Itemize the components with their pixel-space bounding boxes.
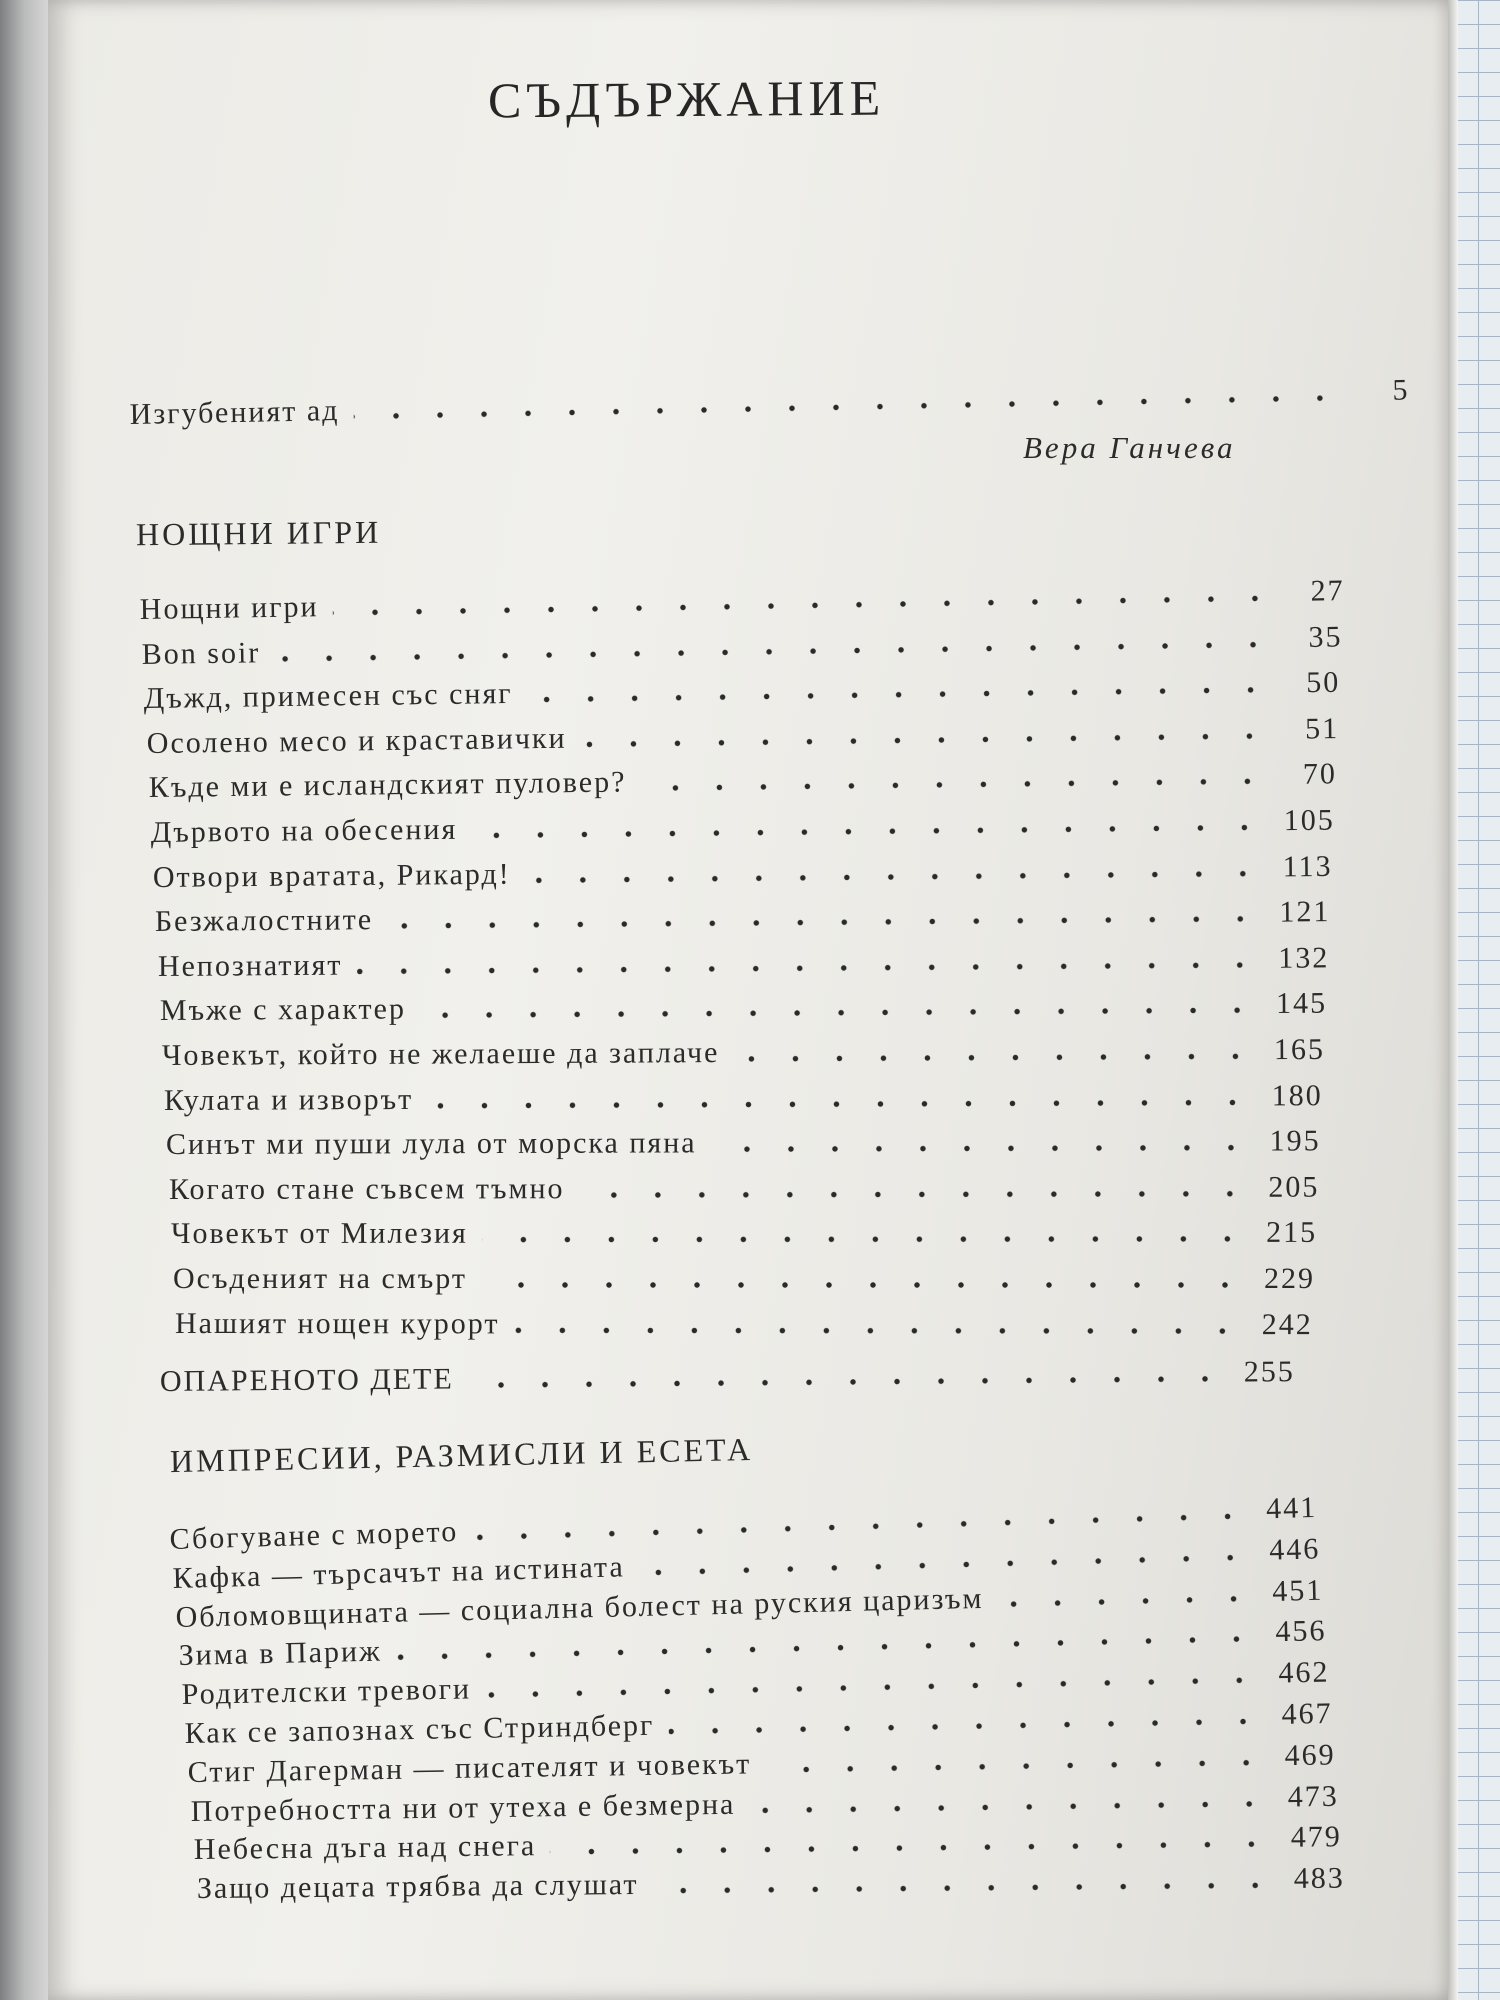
toc-entry-page: 483 xyxy=(1293,1861,1345,1896)
toc-entry-label: Нашият нощен курорт xyxy=(175,1306,500,1340)
leader-dots xyxy=(356,960,1261,977)
section-heading: НОЩНИ ИГРИ xyxy=(135,513,382,553)
toc-entry xyxy=(166,1117,1321,1161)
leader-dots xyxy=(749,1798,1270,1815)
toc-entry-page: 255 xyxy=(1243,1355,1295,1389)
toc-entry-label: Защо децата трябва да слушат xyxy=(196,1868,639,1906)
intro-author: Вера Ганчева xyxy=(1023,430,1236,465)
toc-entry-label: Когато стане съвсем тъмно xyxy=(168,1171,565,1206)
toc-entry-page: 51 xyxy=(1304,711,1339,746)
toc-entry xyxy=(157,933,1329,982)
toc-entry-page: 467 xyxy=(1281,1696,1333,1731)
toc-entry xyxy=(169,1162,1319,1204)
toc-entry-page: 145 xyxy=(1275,987,1327,1021)
toc-entry-page: 242 xyxy=(1261,1307,1314,1341)
toc-entry-page: 229 xyxy=(1264,1262,1315,1295)
leader-dots xyxy=(653,1880,1277,1896)
toc-entry-label: Безжалостните xyxy=(155,903,374,939)
toc-entry-label: Отвори вратата, Рикард! xyxy=(152,857,512,894)
toc-entry-page: 70 xyxy=(1302,757,1337,792)
toc-entry xyxy=(160,979,1327,1026)
toc-entry-label: Bon soir xyxy=(141,635,261,671)
toc-entry xyxy=(153,841,1333,892)
toc-entry-label: Мъже с характер xyxy=(159,992,406,1028)
leader-dots xyxy=(481,1280,1247,1290)
toc-entry-label: Осъденият на смърт xyxy=(173,1262,467,1295)
toc-entry-page: 451 xyxy=(1271,1573,1324,1608)
toc-entry-page: 469 xyxy=(1284,1738,1336,1772)
toc-entry-label: Човекът от Милезия xyxy=(170,1217,468,1251)
toc-entry xyxy=(164,1071,1323,1116)
toc-entry-label: Стиг Дагерман — писателят и човекът xyxy=(187,1747,752,1789)
toc-entry-label: Как се запознах със Стриндберг xyxy=(184,1708,655,1750)
toc-entry xyxy=(175,1299,1313,1340)
leader-dots xyxy=(468,1374,1227,1391)
toc-entry-page: 35 xyxy=(1308,619,1343,654)
toc-entry-page: 132 xyxy=(1277,941,1329,975)
leader-dots xyxy=(711,1143,1253,1155)
toc-entry-page: 105 xyxy=(1283,803,1335,838)
toc-entry-label: Къде ми е исландският пуловер? xyxy=(148,765,627,805)
leader-dots xyxy=(765,1757,1268,1775)
toc-entry-intro xyxy=(129,365,1410,430)
toc-entry-label: Зима в Париж xyxy=(178,1635,383,1673)
toc-entry-page: 50 xyxy=(1306,665,1341,700)
toc-entry xyxy=(162,1025,1325,1071)
toc-entry-label: Дървото на обесения xyxy=(150,812,458,849)
toc-entry-page: 479 xyxy=(1290,1820,1342,1855)
leader-dots xyxy=(420,1005,1259,1020)
toc-entry-page: 121 xyxy=(1279,895,1331,929)
toc-entry-page: 456 xyxy=(1275,1614,1327,1649)
toc-entry-page: 113 xyxy=(1282,849,1333,883)
toc-entry xyxy=(155,887,1331,937)
toc-entry-label: Човекът, който не желаеше да заплаче xyxy=(161,1036,720,1072)
toc-entry-page: 205 xyxy=(1267,1170,1319,1204)
leader-dots xyxy=(427,1097,1255,1110)
leader-dots xyxy=(353,393,1341,422)
leader-dots xyxy=(640,776,1269,793)
section-heading: ИМПРЕСИИ, РАЗМИСЛИ И ЕСЕТА xyxy=(169,1430,754,1480)
leader-dots xyxy=(525,868,1265,885)
toc-entry-page: 215 xyxy=(1265,1216,1317,1250)
leader-dots xyxy=(580,731,1271,750)
toc-entry-label: Дъжд, примесен със сняг xyxy=(143,677,514,716)
toc-entry-page: 165 xyxy=(1273,1032,1325,1067)
leader-dots xyxy=(471,822,1267,840)
page-edge xyxy=(1448,0,1458,2000)
toc-entry-label: Кулата и изворът xyxy=(164,1082,414,1117)
toc-entry-page: 473 xyxy=(1287,1779,1339,1814)
toc-entry-page: 441 xyxy=(1265,1490,1318,1526)
book-page xyxy=(48,0,1448,2000)
toc-entry-label: Кафка — търсачът на истината xyxy=(172,1550,626,1595)
leader-dots xyxy=(482,1234,1249,1245)
toc-entry-page: 180 xyxy=(1271,1078,1323,1112)
toc-entry-label: Потребността ни от утеха е безмерна xyxy=(190,1787,736,1828)
toc-entry-label: Обломовщината — социална болест на руския царизъм xyxy=(175,1581,984,1634)
toc-entry-page: 27 xyxy=(1310,574,1345,608)
leader-dots xyxy=(333,593,1277,618)
toc-entry-page: 446 xyxy=(1268,1532,1321,1567)
leader-dots xyxy=(514,1325,1245,1336)
leader-dots xyxy=(527,685,1273,705)
toc-entry-label: Небесна дъга над снега xyxy=(193,1829,537,1867)
toc-entry xyxy=(148,750,1337,804)
toc-entry-section-2 xyxy=(160,1347,1295,1397)
toc-entry-label: Синът ми пуши лула от морска пяна xyxy=(166,1126,698,1162)
toc-entry-page: 195 xyxy=(1269,1124,1321,1158)
leader-dots xyxy=(997,1593,1255,1609)
leader-dots xyxy=(733,1051,1257,1064)
toc-entry xyxy=(171,1208,1317,1249)
leader-dots xyxy=(387,914,1262,931)
table-of-contents xyxy=(48,0,1448,2000)
toc-entry-page: 462 xyxy=(1278,1655,1330,1690)
toc-entry xyxy=(173,1254,1315,1294)
toc-entry-label: ОПАРЕНОТО ДЕТЕ xyxy=(159,1362,454,1398)
toc-entry-label: Осолено месо и краставички xyxy=(146,721,567,760)
toc-entry-label: Сбогуване с морето xyxy=(169,1514,459,1556)
toc-entry-label: Родителски тревоги xyxy=(181,1672,472,1712)
toc-entry xyxy=(151,796,1335,848)
toc-entry-page: 5 xyxy=(1392,373,1410,407)
toc-entry-label: Нощни игри xyxy=(139,590,319,626)
page-title: СЪДЪРЖАНИЕ xyxy=(487,69,886,129)
leader-dots xyxy=(578,1189,1251,1200)
toc-entry-label: Изгубеният ад xyxy=(129,393,340,431)
toc-entry-label: Непознатият xyxy=(157,948,343,983)
